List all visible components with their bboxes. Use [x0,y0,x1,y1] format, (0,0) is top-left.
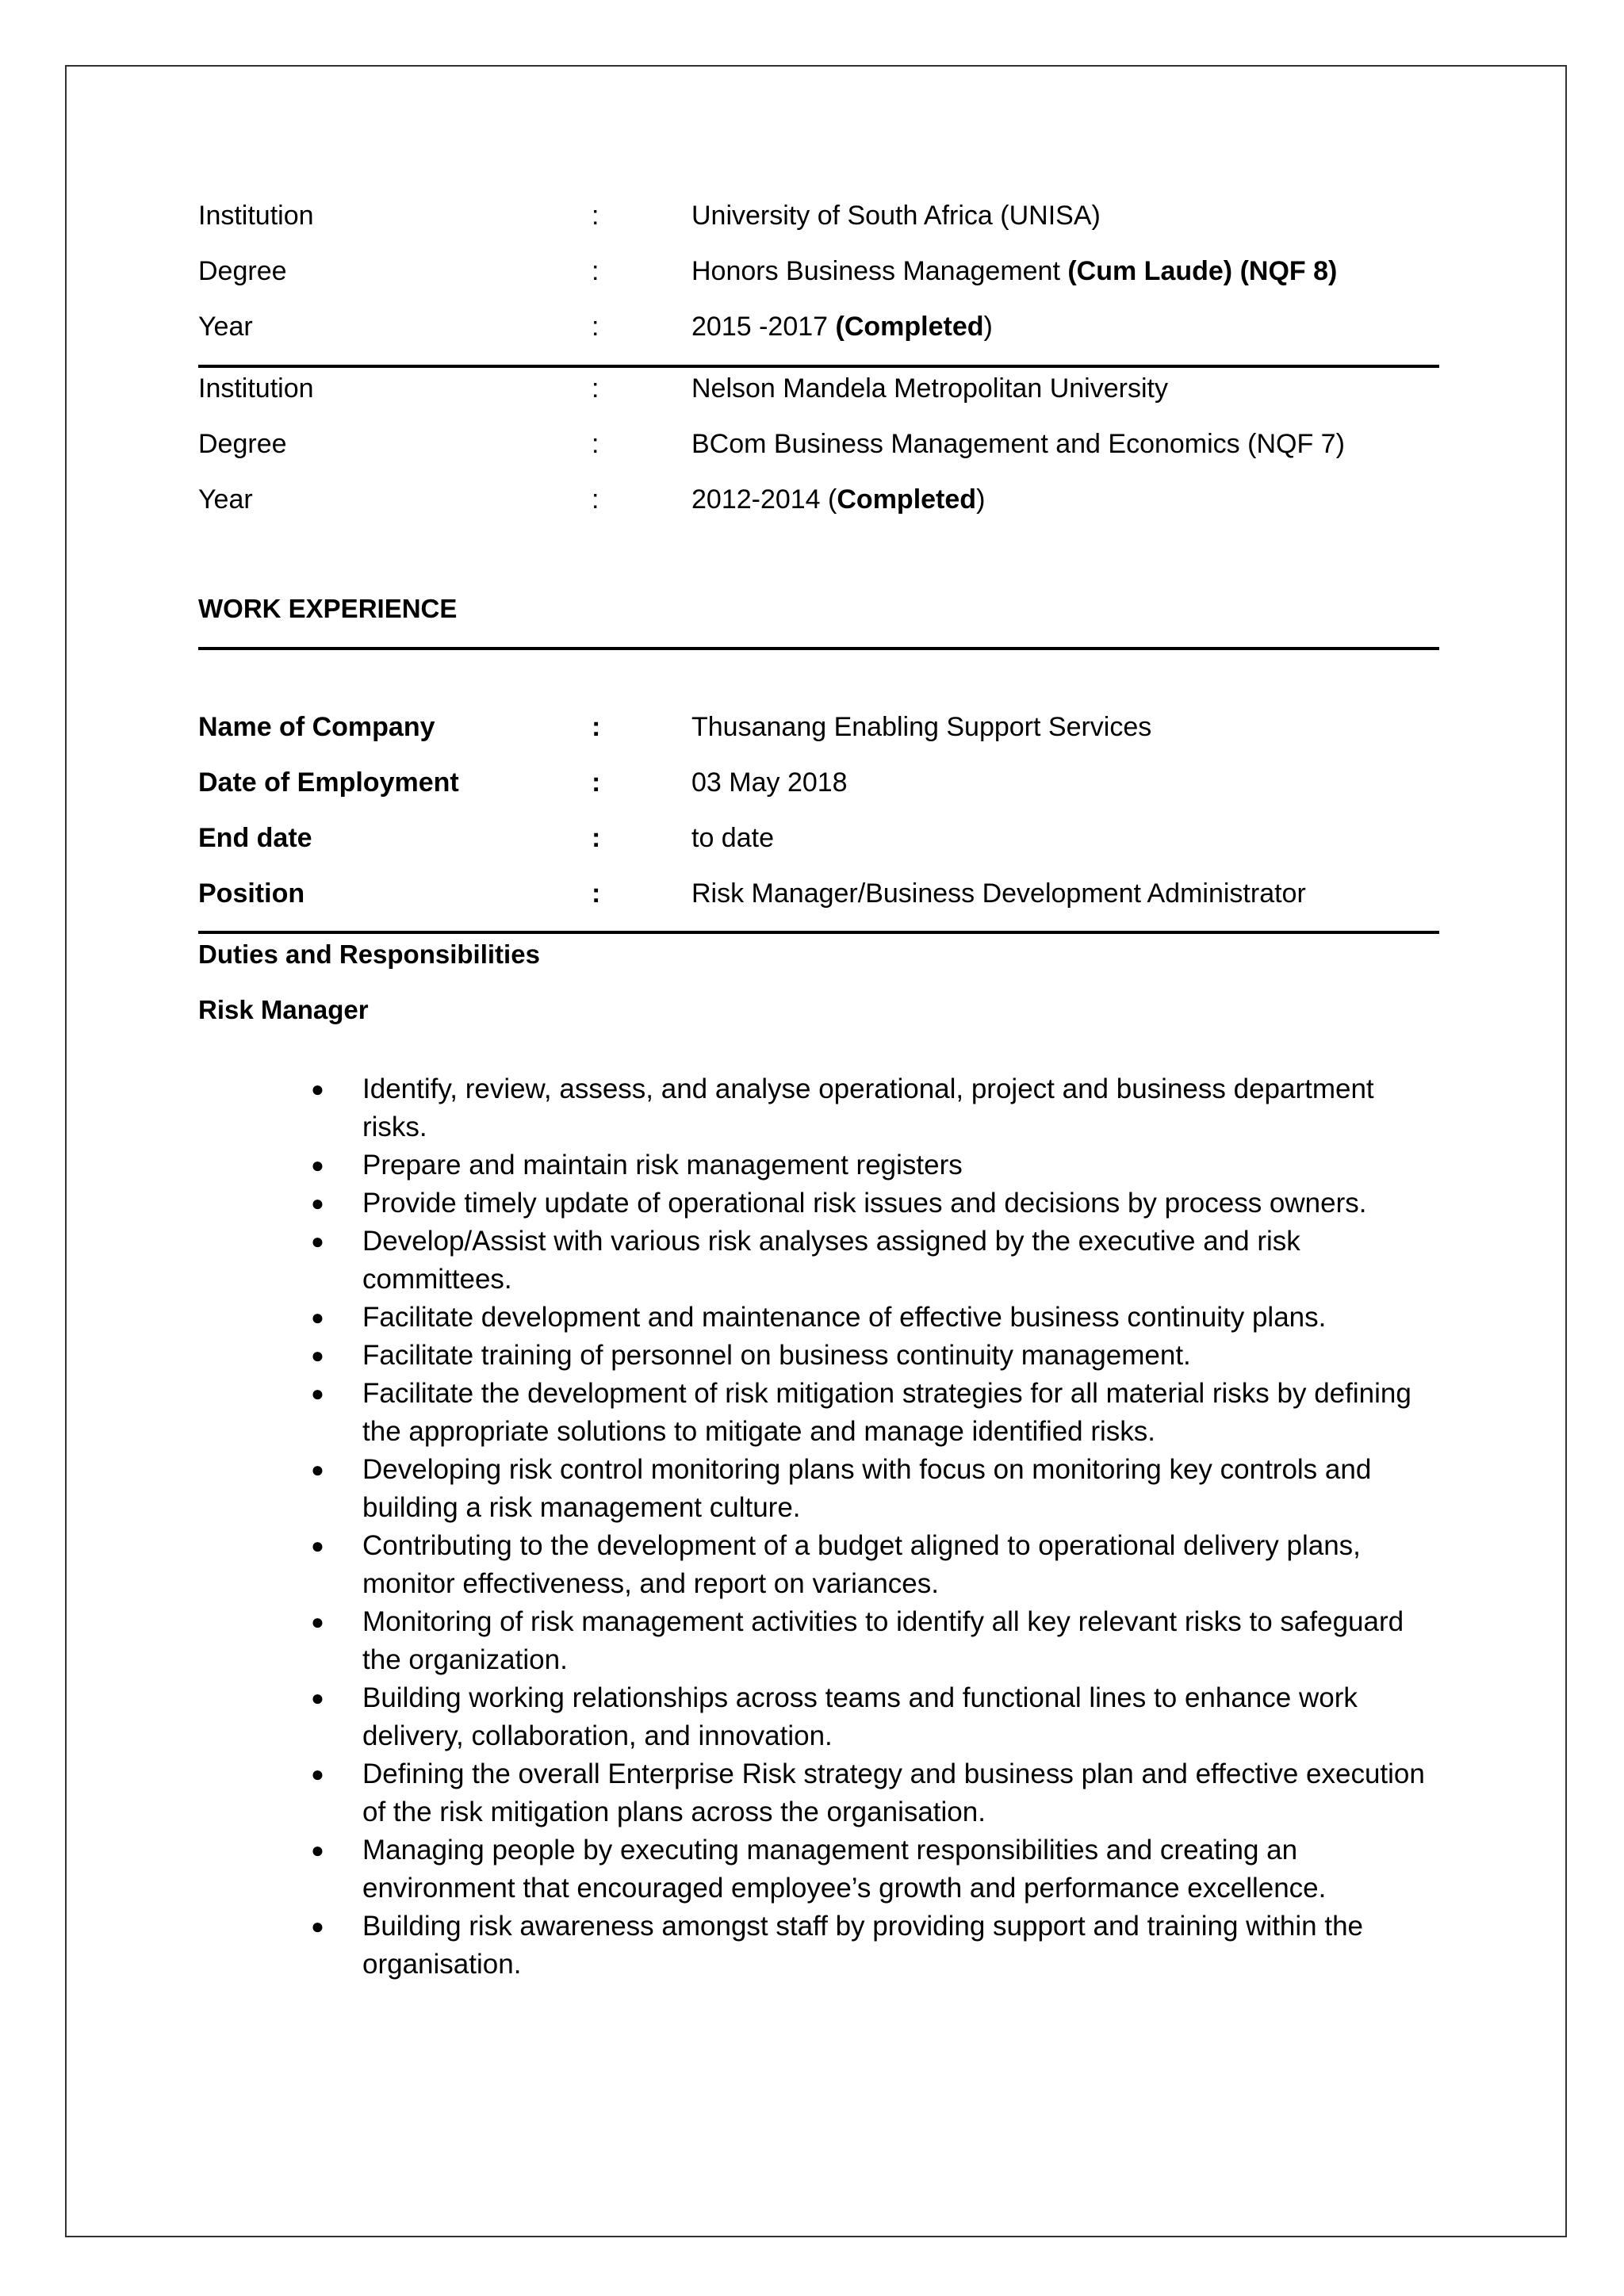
field-colon: : [592,429,599,459]
bullet-icon: ● [311,1305,324,1330]
field-label: Degree [198,256,287,286]
duty-list-item [198,1831,1439,1908]
duty-text: Monitoring of risk management activities to identify all key relevant risks to safeguard the organization. [362,1606,1404,1675]
field-value: Risk Manager/Business Development Administrator [691,878,1306,909]
duty-text: Develop/Assist with various risk analyses assigned by the executive and risk committees. [362,1226,1300,1295]
bullet-icon: ● [311,1609,324,1634]
field-value [691,371,1168,406]
work-company-row [198,710,1439,744]
field-value [691,254,1337,289]
duty-text: Contributing to the development of a budget aligned to operational delivery plans, monitor effectiveness, and report on variances. [362,1530,1361,1599]
divider-rule [198,647,1439,650]
bullet-icon: ● [311,1533,324,1558]
bullet-icon: ● [311,1191,324,1215]
duty-text: Facilitate training of personnel on business continuity management. [362,1340,1191,1371]
field-colon: : [592,312,599,342]
duty-text: Defining the overall Enterprise Risk strategy and business plan and effective execution of the risk mitigation plans across the organisation. [362,1758,1425,1827]
field-value [691,427,1345,461]
value-text: Honors Business Management [691,256,1068,286]
duty-list-item [198,1299,1439,1337]
duty-text: Facilitate development and maintenance of effective business continuity plans. [362,1302,1327,1333]
bullet-icon: ● [311,1077,324,1101]
duties-heading: Duties and Responsibilities [198,939,540,969]
field-label: Position [198,878,305,909]
duty-list-item [198,1146,1439,1184]
bullet-icon: ● [311,1381,324,1406]
duty-list-item [198,1337,1439,1375]
bullet-icon: ● [311,1762,324,1786]
field-colon: : [592,712,601,742]
education-1-year-row [198,309,1439,344]
field-colon: : [592,201,599,231]
education-1-degree-row [198,254,1439,289]
field-value: 03 May 2018 [691,767,848,798]
field-value: Thusanang Enabling Support Services [691,712,1152,742]
education-2-year-row [198,482,1439,517]
duty-list-item [198,1679,1439,1755]
work-date-row [198,765,1439,800]
duty-text: Provide timely update of operational risk issues and decisions by process owners. [362,1188,1367,1219]
field-colon: : [592,767,601,798]
field-label: Year [198,312,253,342]
value-text: BCom Business Management and Economics (NQF 7) [691,429,1345,459]
work-experience-heading: WORK EXPERIENCE [198,594,458,623]
value-text: Nelson Mandela Metropolitan University [691,373,1168,404]
field-value: to date [691,823,774,853]
bullet-icon: ● [311,1343,324,1368]
field-label: Institution [198,373,314,404]
duty-list-item [198,1908,1439,1984]
duty-text: Developing risk control monitoring plans with focus on monitoring key controls and building a risk management culture. [362,1454,1372,1523]
duty-list-item [198,1070,1439,1146]
work-position-row [198,876,1439,911]
duty-text: Building risk awareness amongst staff by providing support and training within the organisation. [362,1911,1363,1980]
field-colon: : [592,823,601,853]
value-bold-text: (Completed [835,312,984,342]
education-2-degree-row [198,427,1439,461]
bullet-icon: ● [311,1914,324,1938]
bullet-icon: ● [311,1153,324,1177]
duty-text: Building working relationships across teams and functional lines to enhance work delivery, collaboration, and innovation. [362,1682,1358,1751]
bullet-icon: ● [311,1457,324,1482]
bullet-icon: ● [311,1838,324,1862]
duty-text: Managing people by executing management responsibilities and creating an environment that encouraged employee’s growth and performance excellence. [362,1835,1327,1904]
duty-list-item [198,1755,1439,1831]
value-tail-text: ) [983,312,993,342]
field-colon: : [592,484,599,515]
duty-list-item [198,1223,1439,1299]
duty-text: Prepare and maintain risk management registers [362,1150,963,1181]
duty-list-item [198,1527,1439,1603]
duty-list-item [198,1375,1439,1451]
value-text: 2015 -2017 [691,312,836,342]
bullet-icon: ● [311,1229,324,1253]
field-value [691,309,993,344]
role-heading: Risk Manager [198,995,369,1024]
field-colon: : [592,373,599,404]
education-2-institution-row [198,371,1439,406]
duty-list-item [198,1451,1439,1527]
field-label: Institution [198,201,314,231]
duty-text: Facilitate the development of risk mitigation strategies for all material risks by defining the appropriate solutions to mitigate and manage identified risks. [362,1378,1411,1447]
field-label: Name of Company [198,712,435,742]
field-colon: : [592,256,599,286]
work-end-date-row [198,821,1439,855]
bullet-icon: ● [311,1686,324,1710]
duty-text: Identify, review, assess, and analyse operational, project and business department risks. [362,1073,1374,1142]
field-colon: : [592,878,601,909]
duty-list-item [198,1184,1439,1223]
value-tail-text: ) [976,484,986,515]
divider-rule [198,365,1439,368]
field-value [691,198,1101,233]
value-bold-text: Completed [837,484,977,515]
field-label: Date of Employment [198,767,459,798]
field-label: End date [198,823,312,853]
duty-list-item [198,1603,1439,1679]
value-bold-text: (Cum Laude) (NQF 8) [1067,256,1338,286]
education-1-institution-row [198,198,1439,233]
field-label: Year [198,484,253,515]
duties-list [198,1070,1439,1984]
field-value [691,482,985,517]
value-text: University of South Africa (UNISA) [691,201,1101,231]
value-text: 2012-2014 ( [691,484,837,515]
divider-rule [198,931,1439,934]
field-label: Degree [198,429,287,459]
